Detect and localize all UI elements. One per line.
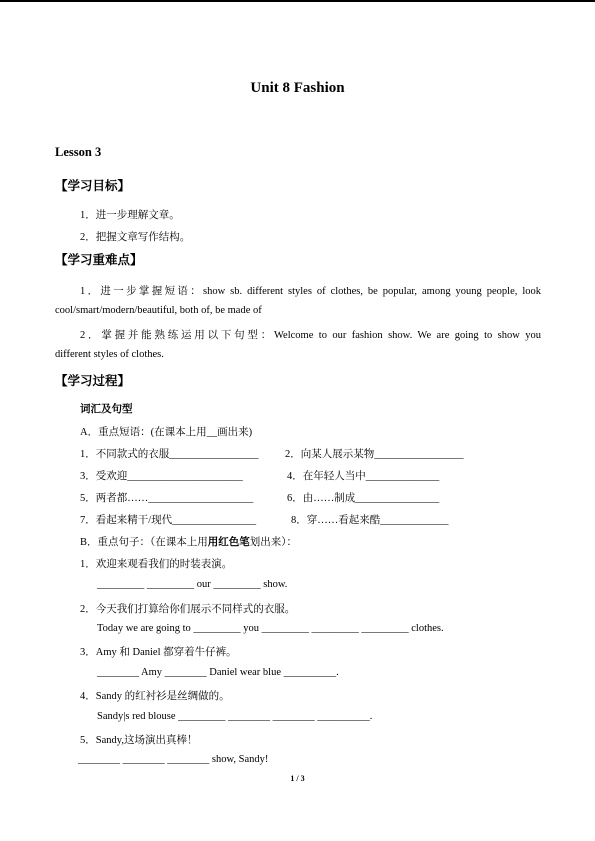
lesson-heading: Lesson 3 bbox=[55, 145, 102, 159]
process-heading: 【学习过程】 bbox=[55, 373, 131, 388]
section-a-line bbox=[80, 424, 252, 439]
key-point-2-line2: different styles of clothes. bbox=[55, 349, 164, 360]
section-a-suffix: 画出来) bbox=[217, 427, 253, 438]
phrase-6: 6．由……制成________________ bbox=[287, 493, 440, 504]
sentence-4-en: Sandy|s red blouse _________ ________ ________ __________. bbox=[97, 711, 373, 722]
sentence-1-cn: 1．欢迎来观看我们的时装表演。 bbox=[80, 559, 233, 570]
sentence-5-en: ________ ________ ________ show, Sandy! bbox=[78, 754, 269, 765]
sentence-4-cn: 4．Sandy 的红衬衫是丝绸做的。 bbox=[80, 691, 230, 702]
key-point-2-line1: 2．掌握并能熟练运用以下句型：Welcome to our fashion show. We are going to show you bbox=[80, 330, 541, 341]
section-b-suffix: 划出来）： bbox=[249, 537, 298, 548]
section-b-prefix: B．重点句子：（在课本上用 bbox=[80, 537, 208, 548]
top-rule bbox=[0, 0, 595, 2]
section-a-prefix: A．重点短语：(在课本上用 bbox=[80, 427, 207, 438]
key-point-1-line2: cool/smart/modern/beautiful, both of, be made of bbox=[55, 305, 262, 316]
phrase-8: 8．穿……看起来酷_____________ bbox=[291, 515, 449, 526]
phrase-7: 7．看起来精干/现代________________ bbox=[80, 515, 257, 526]
goal-item-1: 1．进一步理解文章。 bbox=[80, 210, 180, 221]
phrase-4: 4．在年轻人当中______________ bbox=[287, 471, 440, 482]
section-a-blank: __ bbox=[206, 427, 218, 438]
sentence-3-cn: 3．Amy 和 Daniel 都穿着牛仔裤。 bbox=[80, 647, 237, 658]
sentence-2-en: Today we are going to _________ you _________ _________ _________ clothes. bbox=[97, 623, 444, 634]
sentence-3-en: ________ Amy ________ Daniel wear blue __________. bbox=[97, 667, 339, 678]
vocab-heading: 词汇及句型 bbox=[80, 403, 133, 415]
goals-heading: 【学习目标】 bbox=[55, 178, 131, 193]
page-number: 1 / 3 bbox=[290, 774, 305, 783]
phrase-3: 3．受欢迎______________________ bbox=[80, 471, 243, 482]
sentence-1-en: _________ _________ our _________ show. bbox=[97, 579, 288, 590]
phrase-1: 1．不同款式的衣服_________________ bbox=[80, 449, 259, 460]
key-points-heading: 【学习重难点】 bbox=[55, 252, 143, 267]
key-point-1-line1: 1．进一步掌握短语：show sb. different styles of clothes, be popular, among young people, look bbox=[80, 286, 541, 297]
section-b-line bbox=[80, 534, 297, 549]
page-title: Unit 8 Fashion bbox=[250, 80, 345, 96]
goal-item-2: 2．把握文章写作结构。 bbox=[80, 232, 191, 243]
sentence-2-cn: 2．今天我们打算给你们展示不同样式的衣服。 bbox=[80, 604, 296, 615]
phrase-5: 5．两者都……____________________ bbox=[80, 493, 254, 504]
sentence-5-cn: 5．Sandy,这场演出真棒！ bbox=[80, 735, 198, 746]
section-b-highlight: 用红色笔 bbox=[207, 537, 250, 548]
phrase-2: 2．向某人展示某物_________________ bbox=[285, 449, 464, 460]
